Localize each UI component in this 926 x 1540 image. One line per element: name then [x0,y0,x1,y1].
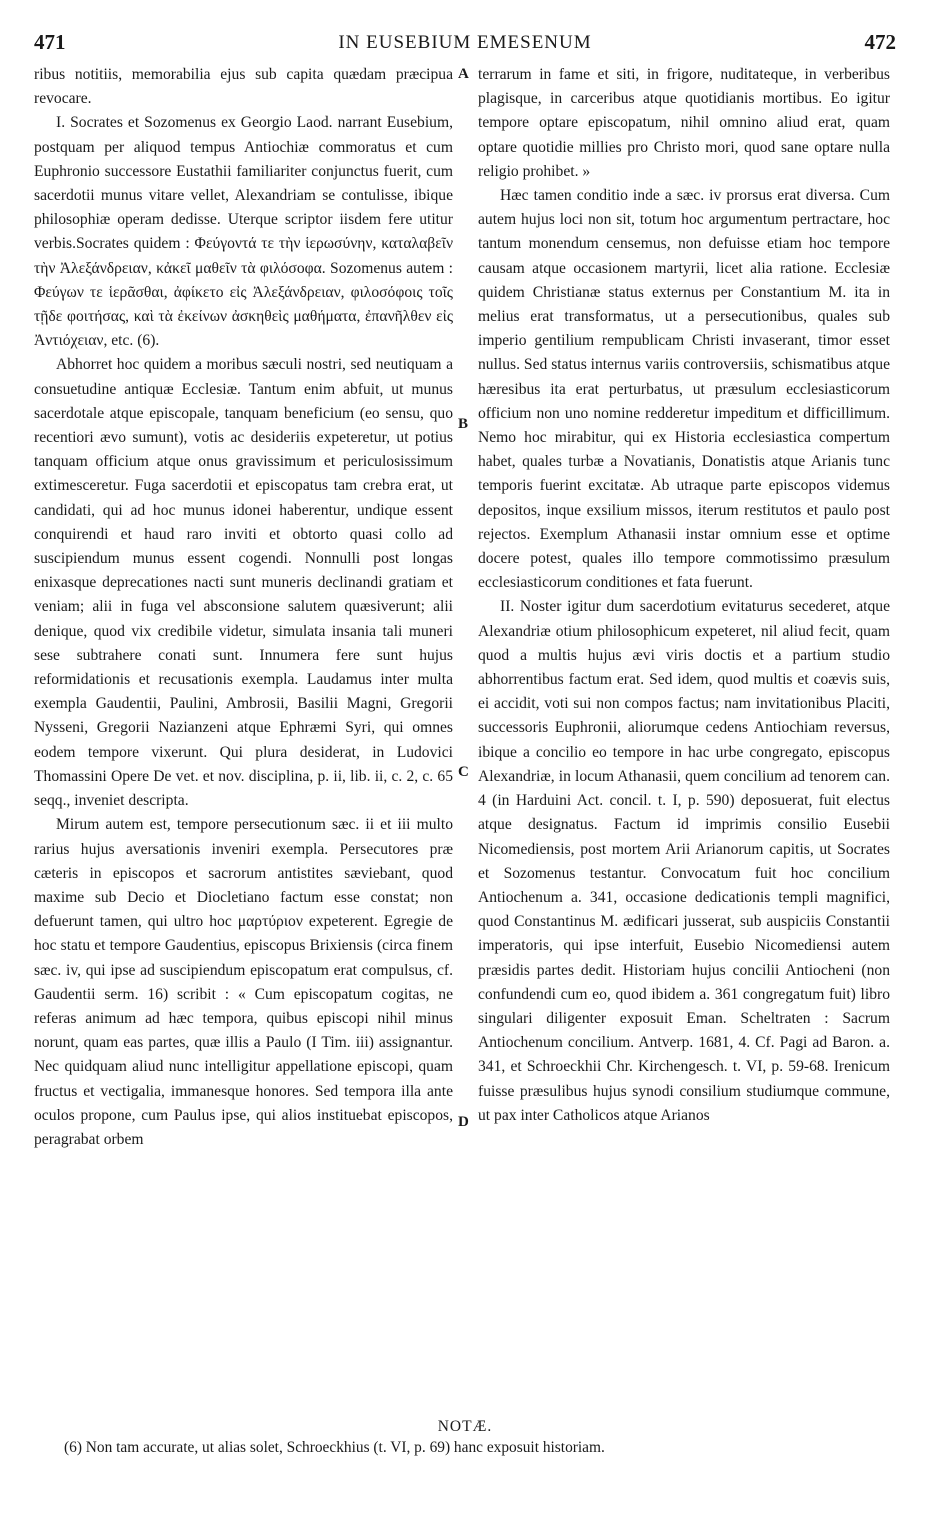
paragraph: Hæc tamen conditio inde a sæc. iv prorsus erat diversa. Cum autem hujus loci non sit, totum hoc argumentum pertractare, hoc tantum monendum censemus, non defuisse etiam hoc tempore causam atque occasionem martyrii, licet alia ratione. Ecclesiæ quidem Christianæ status externus per Constantium M. ita in melius erat transformatus, ut a persecutionibus, quales sub imperio gentilium rempublicam Christi invaserant, timor esset nullus. Sed status internus variis controversiis, schismatibus atque hæresibus ita erat perturbatus, ut præsulum ecclesiasticorum officium non uno nomine redderetur impeditum et difficillimum. Nemo hoc mirabitur, qui ex Historia ecclesiastica compertum habet, quales turbæ a Novatianis, Donatistis atque Arianis tunc temporis fuerint excitatæ. Ab utraque parte episcopos videmus depositos, inque exsilium missos, iterum restitutos et paulo post rejectos. Exemplum Athanasii instar omnium esse et optime docere potest, quales illo tempore commotissimo præsulum ecclesiasticorum conditiones et fata fuerunt. [478,187,890,592]
paragraph: ribus notitiis, memorabilia ejus sub capita quædam præcipua revocare. [34,66,453,108]
margin-marker-d: D [458,1114,469,1130]
footnote: (6) Non tam accurate, ut alias solet, Schroeckhius (t. VI, p. 69) hanc exposuit historiam. [64,1439,605,1456]
page-number-left: 471 [34,30,66,54]
paragraph: I. Socrates et Sozomenus ex Georgio Laod. narrant Eusebium, postquam per aliquod tempus Antiochiæ commoratus et cum Euphronio successore Eustathii familiariter conjunctus fuerit, cum sacerdotii munus vitare vellet, Alexandriam se contulisse, ibique philosophiæ operam dedisse. Uterque scriptor iisdem fere utitur verbis.Socrates quidem : Φεύγοντά τε τὴν ἱερωσύνην, καταλαβεῖν τὴν Ἀλεξάνδρειαν, κἀκεῖ μαθεῖν τὰ φιλόσοφα. Sozomenus autem : Φεύγων τε ἱερᾶσθαι, ἀφίκετο εἰς Ἀλεξάνδρειαν, φιλοσόφοις τοῖς τῇδε φοιτήσας, καὶ τὰ ἐκείνων ἀσκηθεὶς μαθήματα, ἐπανῆλθεν εἰς Ἀντιόχειαν, etc. (6). [34,114,453,350]
footnotes [34,1418,896,1457]
margin-marker-a: A [458,66,469,82]
page-number-right: 472 [864,30,896,54]
left-column [34,63,453,1152]
right-column [478,63,890,1128]
margin-marker-c: C [458,764,469,780]
paragraph: Mirum autem est, tempore persecutionum sæc. ii et iii multo rarius hujus aversationis inveniri exempla. Persecutores præ cæteris in episcopos et sacrorum antistites sæviebant, quod maxime sub Decio et Diocletiano factum esse constat; non defuerunt tamen, qui ultro hoc μαρτύριον expeterent. Egregie de hoc statu et tempore Gaudentius, episcopus Brixiensis (circa finem sæc. iv, qui ipse ad suscipiendum episcopatum erat compulsus, cf. Gaudentii serm. 16) scribit : « Cum episcopatum cogitas, ne referas animum ad hæc tempora, quibus episcopi nihil minus norunt, quam eas partes, quæ illis a Paulo (I Tim. iii) assignantur. Nec quidquam aliud nunc intelligitur appellatione episcopi, quam fructus et vectigalia, immanesque honores. Sed tempora illa ante oculos propone, cum Paulus ipse, qui alios instituebat episcopos, peragrabat orbem [34,816,453,1148]
running-title: IN EUSEBIUM EMESENUM [338,32,592,53]
margin-marker-b: B [458,416,469,432]
paragraph: Abhorret hoc quidem a moribus sæculi nostri, sed neutiquam a consuetudine antiquæ Ecclesiæ. Tantum enim abfuit, ut munus sacerdotale atque episcopale, tanquam beneficium (eo sensu, quo recentiori ævo sumunt), votis ac desideriis expeteretur, ut potius tanquam officium atque onus gravissimum et periculosissimum extimesceretur. Fuga sacerdotii et episcopatus tam crebra erat, ut candidati, qui ad hoc munus idonei haberentur, undique essent conquirendi et haud raro inviti et obtorto quasi collo ad suscipiendum munus essent cogendi. Nonnulli post longas enixasque deprecationes nacti sunt muneris declinandi gratiam et veniam; alii in fuga vel absconsione salutem quæsiverunt; alii denique, quod vix credibile videtur, simulata insania tali muneri sese subtrahere conati sunt. Innumera fere sunt hujus reformidationis et recusationis exempla. Laudamus inter multa exempla Gaudentii, Paulini, Ambrosii, Basilii Magni, Gregorii Nysseni, Gregorii Nazianzeni atque Ephræmi Syri, qui omnes eodem tempore vixerunt. Qui plura desiderat, in Ludovici Thomassini Opere De vet. et nov. disciplina, p. ii, lib. ii, c. 2, c. 65 seqq., inveniet descripta. [34,356,453,810]
page-header [34,30,896,60]
paragraph: terrarum in fame et siti, in frigore, nuditateque, in verberibus plagisque, in carceribus atque quotidianis mortibus. Eo igitur tempore optare episcopatum, nihil omnino aliud erat, quam optare quotidie millies pro Christo mori, quod sane optare nulla religio prohibet. » [478,66,890,180]
notes-heading: NOTÆ. [437,1418,493,1435]
paragraph: II. Noster igitur dum sacerdotium evitaturus secederet, atque Alexandriæ otium philosophicum expeteret, nil aliud fecit, quam quod a multis hujus ævi viris doctis et a partium studio abhorrentibus factum erat. Sed idem, quod multis et coævis suis, ei accidit, voti sui non compos factus; nam invitationibus Placiti, successoris Euphronii, aliorumque cedens Antiochiam reversus, ibique a concilio eo tempore in hac urbe congregato, episcopus Alexandriæ, in locum Athanasii, quem concilium ad tenorem can. 4 (in Harduini Act. concil. t. I, p. 590) deposuerat, fuit electus atque designatus. Factum id imprimis consilio Eusebii Nicomediensis, post mortem Arii Arianorum capitis, ut Socrates et Sozomenus testantur. Convocatum fuit hoc concilium Antiochenum a. 341, occasione dedicationis templi magnifici, quod Constantinus M. ædificari jusserat, sub auspiciis Constantii imperatoris, qui ipse interfuit, Eusebio Nicomediensi autem præsidis partes dedit. Historiam hujus concilii Antiocheni (non confundendi cum eo, quod ibidem a. 361 congregatum fuit) libro singulari diligenter exposuit Eman. Scheltraten : Sacrum Antiochenum concilium. Antverp. 1681, 4. Cf. Pagi ad Baron. a. 341, et Schroeckhii Chr. Kirchengesch. t. VI, p. 59-68. Irenicum fuisse præsulibus hujus synodi consilium studiumque commune, ut pax inter Catholicos atque Arianos [478,598,890,1124]
